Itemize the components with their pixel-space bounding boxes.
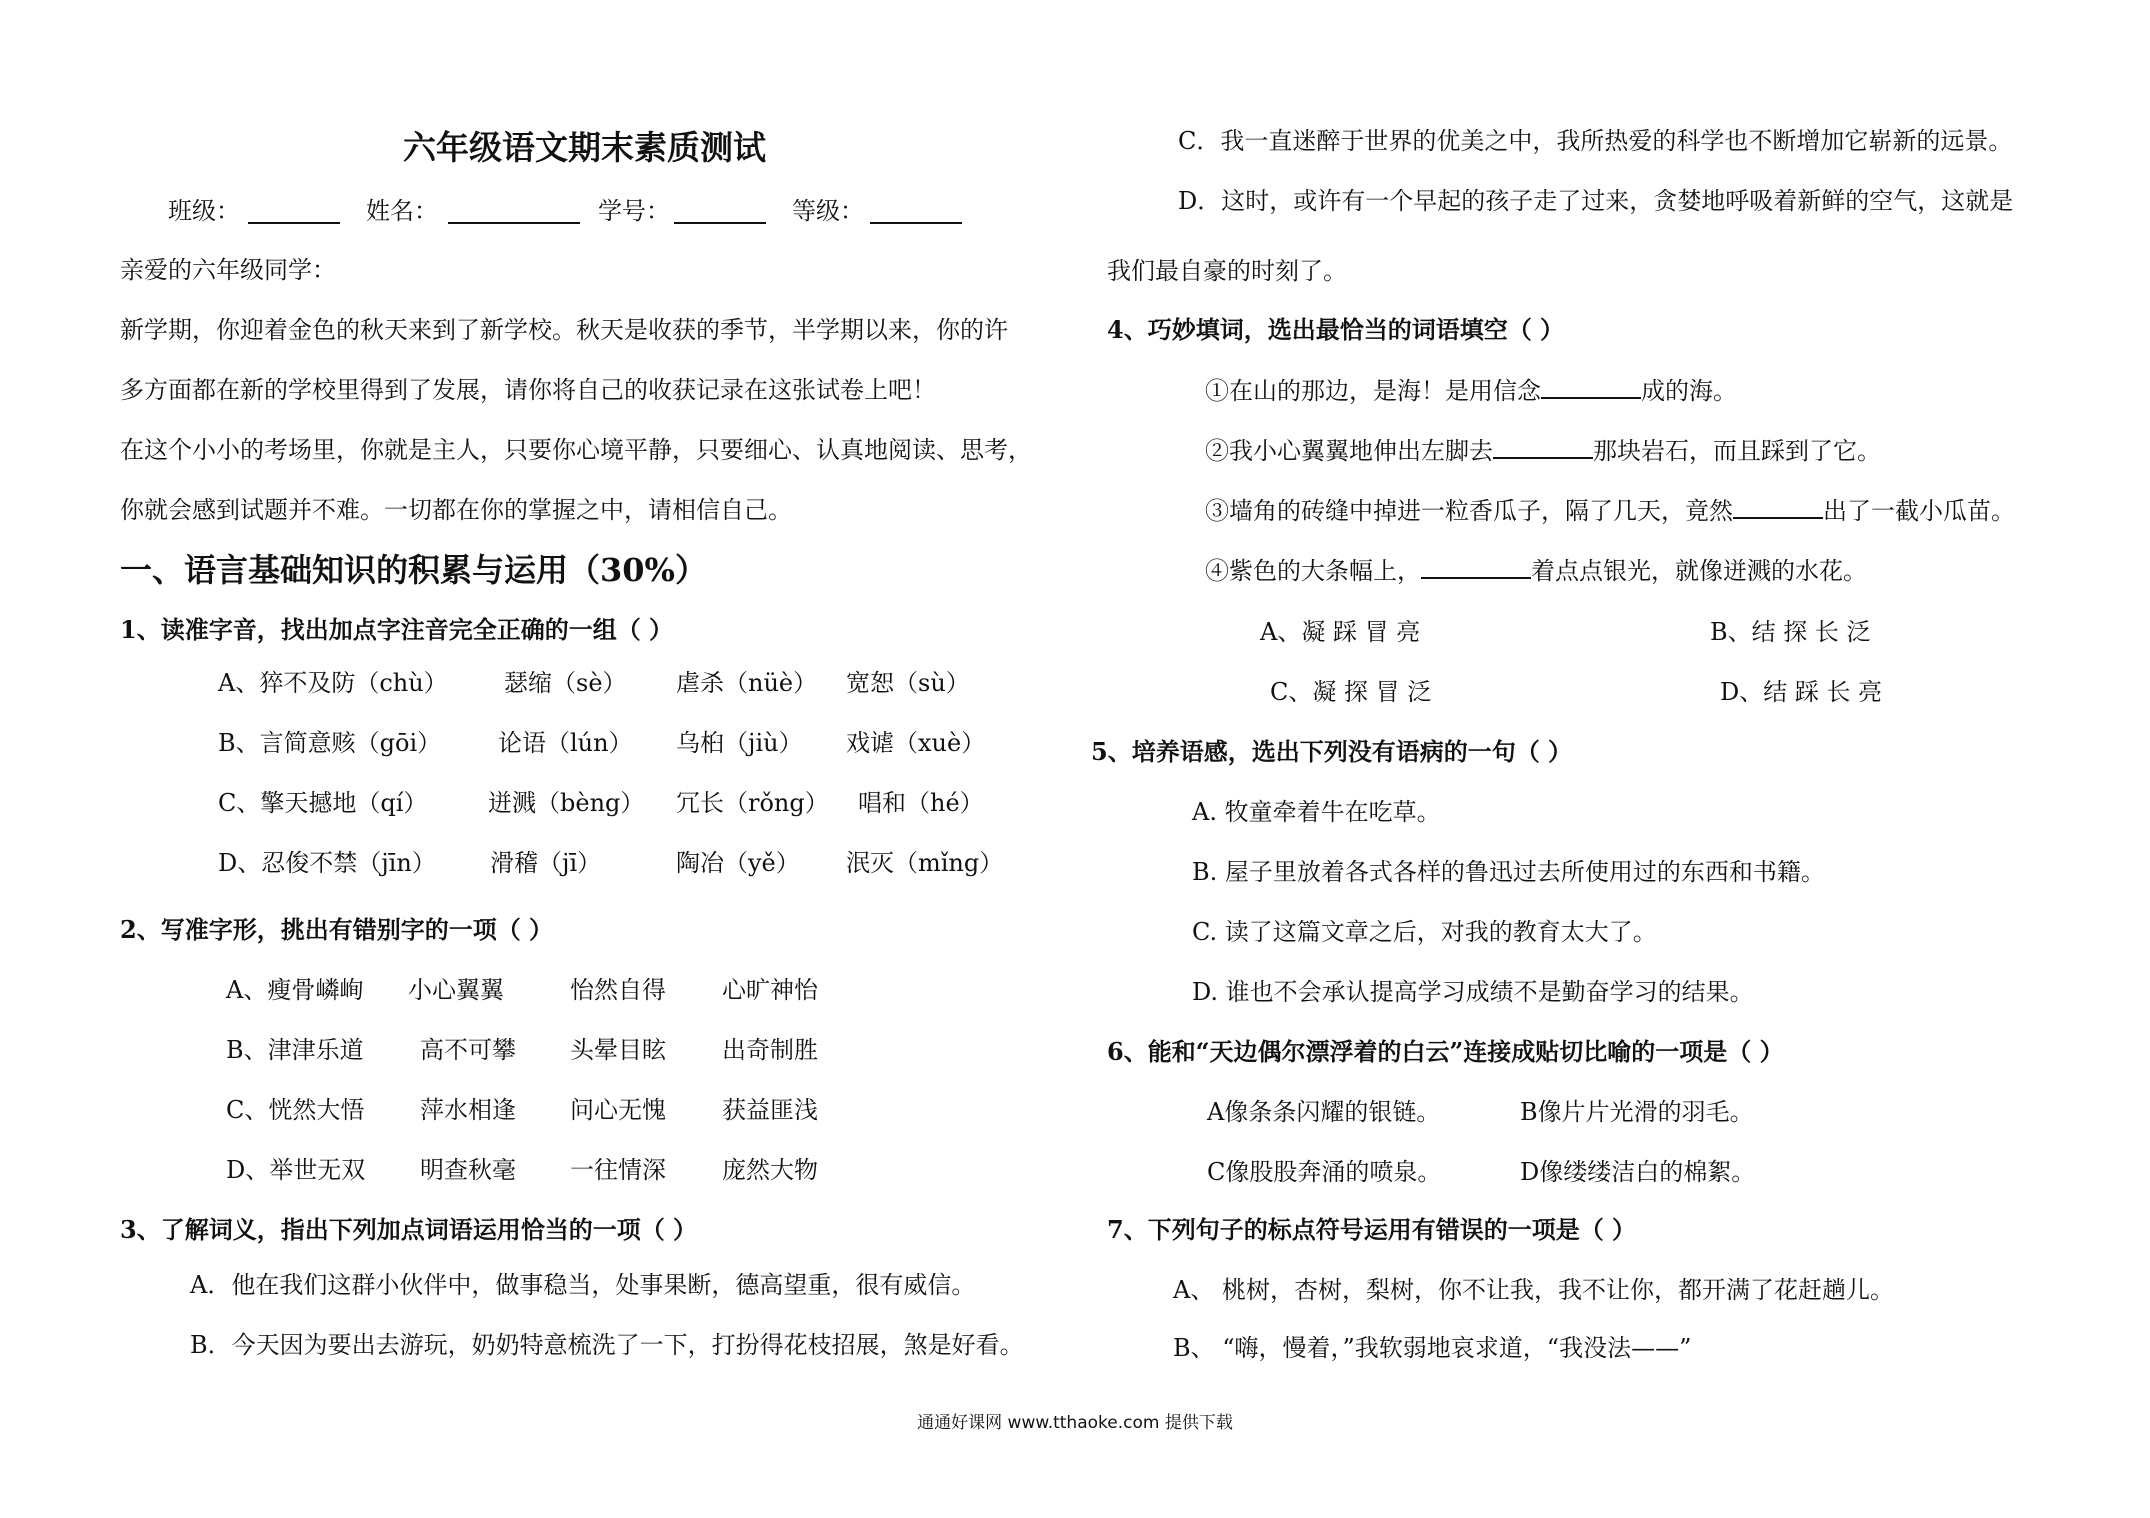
option-cell: 出奇制胜 [722, 1036, 818, 1064]
exam-title: 六年级语文期末素质测试 [403, 128, 766, 167]
grade-blank[interactable] [870, 200, 962, 224]
option-cell: 一往情深 [570, 1156, 666, 1184]
question-6-option-c[interactable]: C像股股奔涌的喷泉。 [1207, 1158, 1442, 1186]
question-6-option-d[interactable]: D像缕缕洁白的棉絮。 [1520, 1158, 1756, 1186]
option-cell: A、瘦骨嶙峋 [226, 976, 364, 1004]
fill-blank[interactable] [1493, 435, 1593, 459]
option-cell: 问心无愧 [570, 1096, 666, 1124]
question-5-option-a[interactable]: A. 牧童牵着牛在吃草。 [1192, 798, 1441, 826]
question-7-option-b[interactable]: B、 “嗨，慢着，”我软弱地哀求道，“我没法——” [1173, 1334, 1692, 1362]
sentence-text: ④紫色的大条幅上， [1205, 557, 1421, 585]
fill-blank[interactable] [1541, 375, 1641, 399]
question-3-option-d[interactable]: D．这时，或许有一个早起的孩子走了过来，贪婪地呼吸着新鲜的空气，这就是 [1178, 187, 2014, 215]
question-4-option-d[interactable]: D、结 踩 长 亮 [1720, 678, 1883, 706]
sentence-text: ①在山的那边，是海！是用信念 [1205, 377, 1541, 405]
option-cell: 滑稽（jī） [490, 849, 602, 877]
question-7-stem: 7、下列句子的标点符号运用有错误的一项是（ ） [1107, 1215, 1637, 1244]
student-number-blank[interactable] [674, 200, 766, 224]
question-2-stem: 2、写准字形，挑出有错别字的一项（ ） [120, 915, 554, 944]
question-5-option-b[interactable]: B. 屋子里放着各式各样的鲁迅过去所使用过的东西和书籍。 [1192, 858, 1825, 886]
question-7-option-a[interactable]: A、 桃树，杏树，梨树，你不让我，我不让你，都开满了花赶趟儿。 [1173, 1276, 1894, 1304]
option-cell: 获益匪浅 [722, 1096, 818, 1124]
option-cell: D、忍俊不禁（jīn） [218, 849, 436, 877]
question-4-sentence-3 [1205, 495, 2015, 526]
option-cell: 陶冶（yě） [676, 849, 800, 877]
option-cell: B、津津乐道 [226, 1036, 364, 1064]
option-cell: A、猝不及防（chù） [218, 669, 448, 697]
question-3-option-a[interactable]: A．他在我们这群小伙伴中，做事稳当，处事果断，德高望重，很有威信。 [190, 1271, 976, 1299]
question-4-option-b[interactable]: B、结 探 长 泛 [1710, 618, 1871, 646]
option-cell: 高不可攀 [420, 1036, 516, 1064]
question-4-sentence-2 [1205, 435, 1881, 466]
question-5-option-c[interactable]: C. 读了这篇文章之后，对我的教育太大了。 [1192, 918, 1657, 946]
option-cell: D、举世无双 [226, 1156, 366, 1184]
question-4-option-a[interactable]: A、凝 踩 冒 亮 [1260, 618, 1421, 646]
name-blank[interactable] [448, 200, 580, 224]
section-heading: 一、语言基础知识的积累与运用（30%） [120, 551, 707, 589]
intro-greeting: 亲爱的六年级同学： [120, 256, 336, 284]
option-cell: 虐杀（nüè） [676, 669, 818, 697]
sentence-text: ③墙角的砖缝中掉进一粒香瓜子，隔了几天，竟然 [1205, 497, 1733, 525]
option-cell: 明查秋毫 [420, 1156, 516, 1184]
question-5-option-d[interactable]: D. 谁也不会承认提高学习成绩不是勤奋学习的结果。 [1192, 978, 1754, 1006]
option-cell: 冗长（rǒng） [676, 789, 829, 817]
option-cell: 心旷神怡 [722, 976, 818, 1004]
intro-line: 你就会感到试题并不难。一切都在你的掌握之中，请相信自己。 [120, 496, 792, 524]
option-cell: C、擎天撼地（qí） [218, 789, 428, 817]
option-cell: 乌桕（jiù） [676, 729, 803, 757]
question-3-option-b[interactable]: B．今天因为要出去游玩，奶奶特意梳洗了一下，打扮得花枝招展，煞是好看。 [190, 1331, 1024, 1359]
student-number-label: 学号： [598, 197, 670, 225]
sentence-text: 那块岩石，而且踩到了它。 [1593, 437, 1881, 465]
class-blank[interactable] [248, 200, 340, 224]
fill-blank[interactable] [1421, 555, 1531, 579]
intro-line: 多方面都在新的学校里得到了发展，请你将自己的收获记录在这张试卷上吧！ [120, 376, 936, 404]
class-label: 班级： [168, 197, 240, 225]
question-1-stem: 1、读准字音，找出加点字注音完全正确的一组（ ） [120, 615, 674, 644]
option-cell: B、言简意赅（gōi） [218, 729, 442, 757]
question-3-option-d-continued: 我们最自豪的时刻了。 [1107, 257, 1347, 285]
question-3-option-c[interactable]: C．我一直迷醉于世界的优美之中，我所热爱的科学也不断增加它崭新的远景。 [1178, 127, 2013, 155]
sentence-text: 出了一截小瓜苗。 [1823, 497, 2015, 525]
option-cell: C、恍然大悟 [226, 1096, 365, 1124]
option-cell: 宽恕（sù） [846, 669, 970, 697]
question-4-sentence-4 [1205, 555, 1867, 586]
sentence-text: 着点点银光，就像迸溅的水花。 [1531, 557, 1867, 585]
option-cell: 论语（lún） [498, 729, 633, 757]
grade-label: 等级： [792, 197, 864, 225]
question-6-option-b[interactable]: B像片片光滑的羽毛。 [1520, 1098, 1754, 1126]
option-cell: 戏谑（xuè） [846, 729, 986, 757]
option-cell: 萍水相逢 [420, 1096, 516, 1124]
question-4-option-c[interactable]: C、凝 探 冒 泛 [1270, 678, 1432, 706]
sentence-text: ②我小心翼翼地伸出左脚去 [1205, 437, 1493, 465]
question-6-stem: 6、能和“天边偶尔漂浮着的白云”连接成贴切比喻的一项是（ ） [1107, 1037, 1784, 1066]
option-cell: 瑟缩（sè） [504, 669, 627, 697]
question-4-stem: 4、巧妙填词，选出最恰当的词语填空（ ） [1107, 315, 1565, 344]
question-6-option-a[interactable]: A像条条闪耀的银链。 [1207, 1098, 1441, 1126]
question-3-stem: 3、了解词义，指出下列加点词语运用恰当的一项（ ） [120, 1215, 698, 1244]
question-4-sentence-1 [1205, 375, 1737, 406]
name-label: 姓名： [366, 197, 438, 225]
option-cell: 庞然大物 [722, 1156, 818, 1184]
option-cell: 唱和（hé） [858, 789, 984, 817]
intro-line: 在这个小小的考场里，你就是主人，只要你心境平静，只要细心、认真地阅读、思考， [120, 436, 1032, 464]
question-5-stem: 5、培养语感，选出下列没有语病的一句（ ） [1091, 737, 1573, 766]
sentence-text: 成的海。 [1641, 377, 1737, 405]
option-cell: 小心翼翼 [408, 976, 504, 1004]
option-cell: 头晕目眩 [570, 1036, 666, 1064]
option-cell: 怡然自得 [570, 976, 666, 1004]
fill-blank[interactable] [1733, 495, 1823, 519]
option-cell: 迸溅（bèng） [488, 789, 645, 817]
intro-line: 新学期，你迎着金色的秋天来到了新学校。秋天是收获的季节，半学期以来，你的许 [120, 316, 1008, 344]
footer-credit: 通通好课网 www.tthaoke.com 提供下载 [917, 1413, 1233, 1433]
option-cell: 泯灭（mǐng） [846, 849, 1004, 877]
